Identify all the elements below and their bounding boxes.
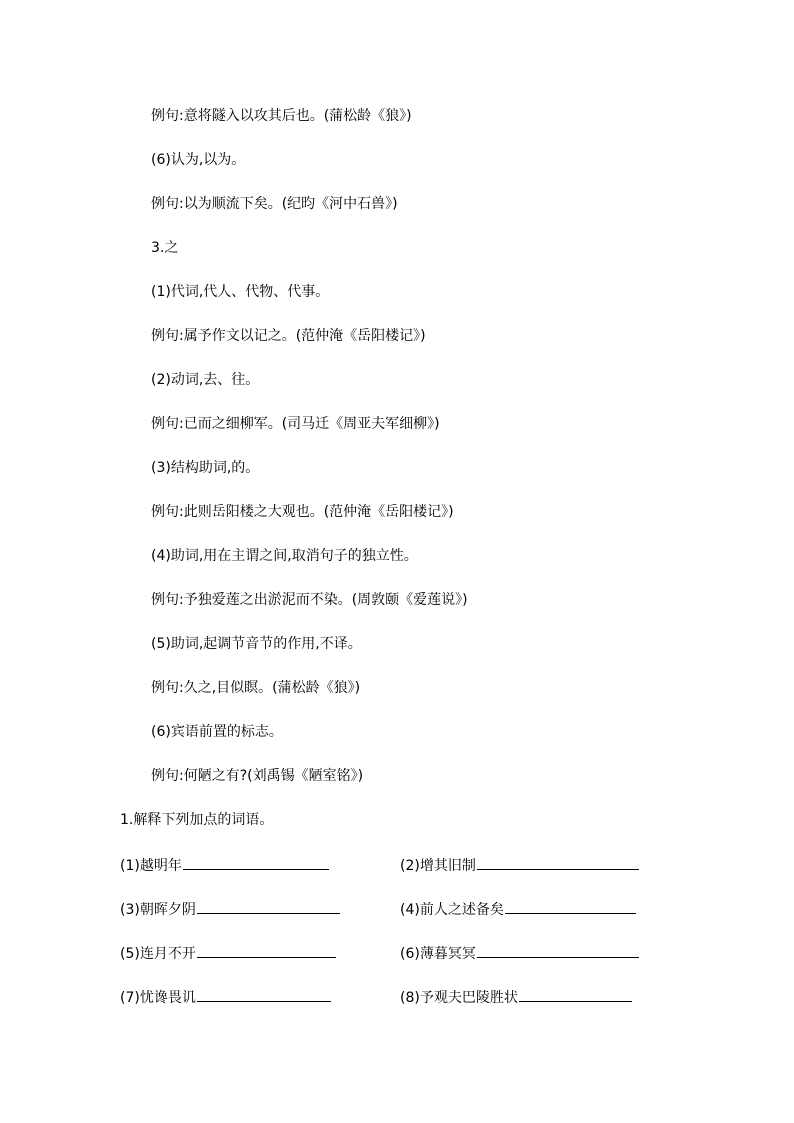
answer-blank[interactable] bbox=[197, 942, 336, 958]
exercise-item bbox=[400, 898, 636, 920]
definition-line: (4)助词,用在主谓之间,取消句子的独立性。 bbox=[151, 548, 418, 564]
example-sentence: 例句:已而之细柳军。(司马迁《周亚夫军细柳》) bbox=[151, 416, 440, 432]
answer-blank[interactable] bbox=[505, 898, 636, 914]
example-sentence: 例句:以为顺流下矣。(纪昀《河中石兽》) bbox=[151, 196, 398, 212]
exercise-item-label: (6)薄暮冥冥 bbox=[400, 946, 476, 962]
example-sentence: 例句:意将隧入以攻其后也。(蒲松龄《狼》) bbox=[151, 108, 412, 124]
definition-line: (1)代词,代人、代物、代事。 bbox=[151, 284, 330, 300]
example-sentence: 例句:何陋之有?(刘禹锡《陋室铭》) bbox=[151, 768, 364, 784]
exercise-item-label: (7)忧谗畏讥 bbox=[120, 990, 196, 1006]
answer-blank[interactable] bbox=[197, 986, 331, 1002]
exercise-item-label: (1)越明年 bbox=[120, 858, 182, 874]
answer-blank[interactable] bbox=[519, 986, 632, 1002]
definition-line: (3)结构助词,的。 bbox=[151, 460, 260, 476]
exercise-item bbox=[120, 854, 329, 876]
answer-blank[interactable] bbox=[477, 854, 639, 870]
exercise-title: 1.解释下列加点的词语。 bbox=[120, 812, 274, 828]
exercise-item bbox=[400, 854, 639, 876]
definition-line: (6)宾语前置的标志。 bbox=[151, 724, 283, 740]
example-sentence: 例句:属予作文以记之。(范仲淹《岳阳楼记》) bbox=[151, 328, 426, 344]
exercise-item-label: (4)前人之述备矣 bbox=[400, 902, 504, 918]
exercise-item bbox=[120, 942, 336, 964]
exercise-item-label: (5)连月不开 bbox=[120, 946, 196, 962]
exercise-item bbox=[120, 898, 340, 920]
answer-blank[interactable] bbox=[183, 854, 329, 870]
exercise-item-label: (8)予观夫巴陵胜状 bbox=[400, 990, 518, 1006]
section-heading: 3.之 bbox=[151, 240, 179, 256]
exercise-item-label: (2)增其旧制 bbox=[400, 858, 476, 874]
example-sentence: 例句:予独爱莲之出淤泥而不染。(周敦颐《爱莲说》) bbox=[151, 592, 468, 608]
definition-line: (6)认为,以为。 bbox=[151, 152, 246, 168]
exercise-item bbox=[120, 986, 331, 1008]
answer-blank[interactable] bbox=[477, 942, 639, 958]
exercise-item bbox=[400, 942, 639, 964]
definition-line: (2)动词,去、往。 bbox=[151, 372, 260, 388]
exercise-item-label: (3)朝晖夕阴 bbox=[120, 902, 196, 918]
example-sentence: 例句:久之,目似瞑。(蒲松龄《狼》) bbox=[151, 680, 361, 696]
definition-line: (5)助词,起调节音节的作用,不译。 bbox=[151, 636, 362, 652]
exercise-item bbox=[400, 986, 632, 1008]
example-sentence: 例句:此则岳阳楼之大观也。(范仲淹《岳阳楼记》) bbox=[151, 504, 454, 520]
answer-blank[interactable] bbox=[197, 898, 340, 914]
